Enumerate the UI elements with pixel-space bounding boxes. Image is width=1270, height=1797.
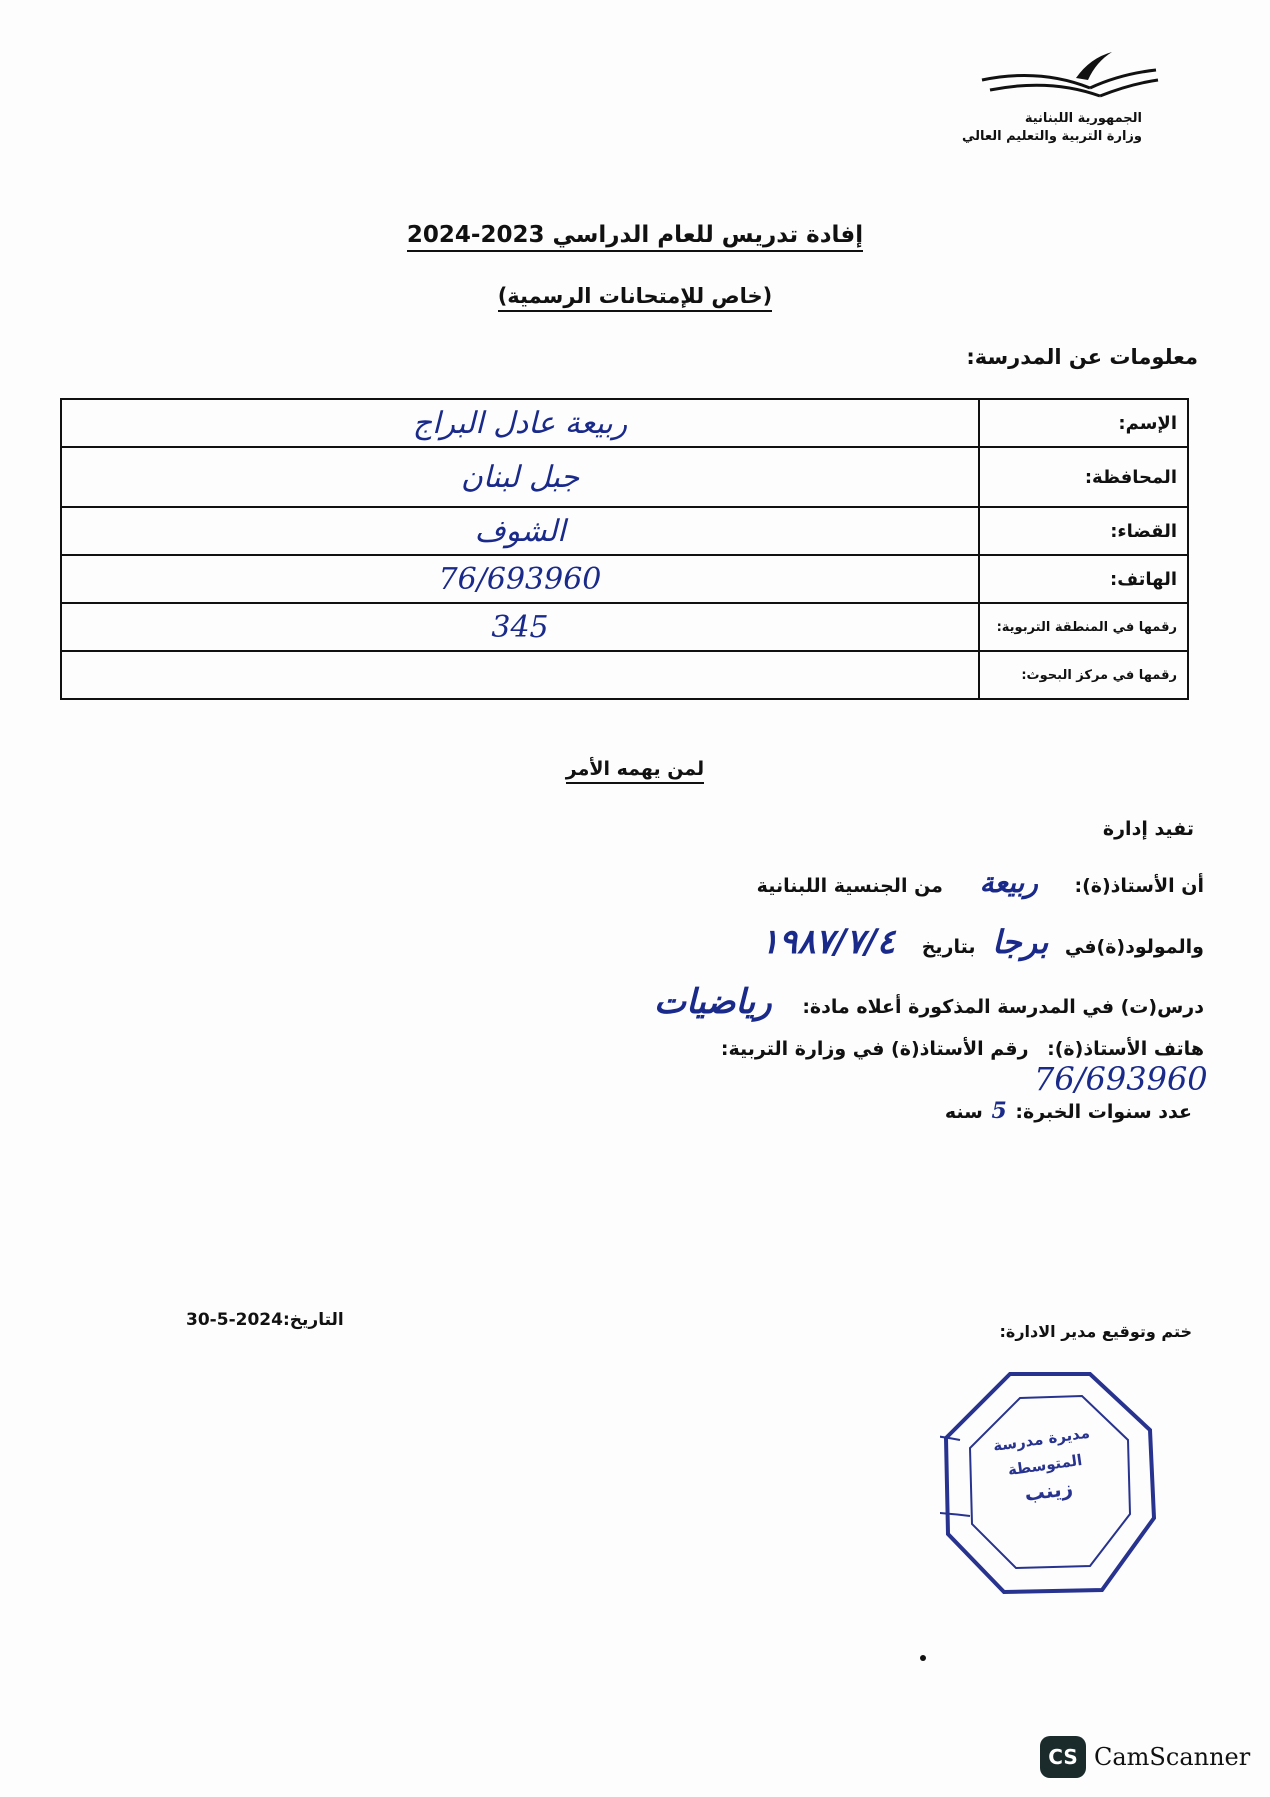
document-subtitle [0, 284, 1270, 308]
subject-line [654, 982, 1204, 1022]
born-place: برجا [992, 923, 1049, 961]
table-row [61, 651, 1188, 699]
nationality-text: من الجنسية اللبنانية [756, 875, 943, 897]
row-value: 76/693960 [61, 555, 979, 603]
camscanner-watermark [1040, 1736, 1250, 1778]
ministry-line-2: وزارة التربية والتعليم العالي [961, 129, 1142, 144]
school-info-table [60, 398, 1189, 700]
scan-dot [920, 1655, 926, 1661]
row-label: القضاء: [979, 507, 1188, 555]
stamp-text-top: مديرة مدرسة [991, 1423, 1091, 1455]
intro-text: تفيد إدارة [1102, 818, 1194, 840]
teacher-prefix: أن الأستاذ(ة): [1074, 875, 1204, 897]
intro-line [1103, 818, 1194, 840]
ministry-name [902, 110, 1142, 146]
stamp-text-bottom: زينب [1022, 1475, 1075, 1506]
stamp-text-mid: المتوسطة [1006, 1450, 1084, 1480]
taught-prefix: درس(ت) في المدرسة المذكورة أعلاه مادة: [802, 996, 1204, 1018]
camscanner-text: CamScanner [1094, 1743, 1251, 1771]
document-title [0, 222, 1270, 248]
birth-line [761, 922, 1204, 962]
document-title-text: إفادة تدريس للعام الدراسي 2023-2024 [407, 222, 863, 252]
to-whom-heading [0, 758, 1270, 780]
ministry-number-label: رقم الأستاذ(ة) في وزارة التربية: [720, 1038, 1029, 1060]
teacher-line [757, 866, 1204, 899]
row-value: الشوف [61, 507, 979, 555]
row-label: المحافظة: [979, 447, 1188, 507]
subject-value: رياضيات [653, 982, 772, 1022]
row-label: رقمها في المنطقة التربوية: [979, 603, 1188, 651]
experience-line [945, 1098, 1192, 1124]
row-label: رقمها في مركز البحوث: [979, 651, 1188, 699]
row-value: جبل لبنان [61, 447, 979, 507]
teacher-phone: 76/693960 [1034, 1060, 1208, 1098]
school-section-heading: معلومات عن المدرسة: [966, 345, 1198, 369]
table-row [61, 507, 1188, 555]
document-subtitle-text: (خاص للإمتحانات الرسمية) [498, 284, 773, 312]
table-row [61, 555, 1188, 603]
table-row [61, 447, 1188, 507]
to-whom-text: لمن يهمه الأمر [566, 758, 704, 784]
experience-prefix: عدد سنوات الخبرة: [1015, 1101, 1192, 1123]
birth-date: ١٩٨٧/٧/٤ [760, 922, 896, 962]
ministry-logo-icon [980, 48, 1160, 108]
row-label: الهاتف: [979, 555, 1188, 603]
table-row [61, 603, 1188, 651]
experience-years: 5 [991, 1098, 1007, 1124]
seal-label: ختم وتوقيع مدير الادارة: [999, 1322, 1192, 1341]
experience-suffix: سنه [944, 1101, 983, 1123]
born-prefix: والمولود(ة)في [1064, 936, 1204, 958]
ministry-line-1: الجمهورية اللبنانية [1024, 111, 1142, 126]
phone-line [721, 1038, 1204, 1060]
camscanner-logo-icon: CS [1040, 1736, 1086, 1778]
row-value [61, 651, 979, 699]
teacher-name: ربيعة [979, 866, 1038, 899]
row-label: الإسم: [979, 399, 1188, 447]
table-row [61, 399, 1188, 447]
issue-date: التاريخ:2024-5-30 [186, 1310, 344, 1330]
row-value: 345 [61, 603, 979, 651]
phone-prefix: هاتف الأستاذ(ة): [1047, 1038, 1204, 1060]
date-prefix: بتاريخ [921, 936, 976, 958]
row-value: ربيعة عادل البراج [61, 399, 979, 447]
